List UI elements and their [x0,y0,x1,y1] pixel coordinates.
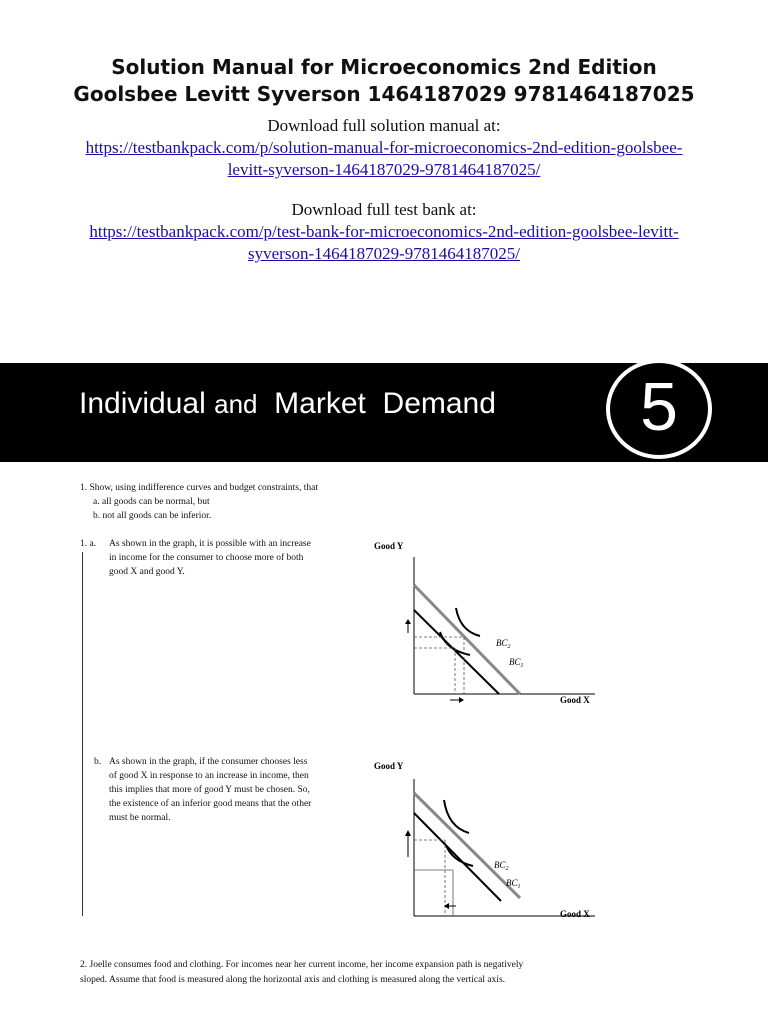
graph-b-y-label: Good Y [374,761,404,771]
question2-line1: 2. Joelle consumes food and clothing. For incomes near her current income, her income expansion path is negatively [80,960,524,970]
answer1a-line2: in income for the consumer to choose more of both [109,553,304,563]
graph-a-bc1-label: $BC_1$ [509,657,524,669]
graph-inferior-good [370,755,610,935]
graph-a-bc1-line [414,610,499,694]
graph-b-bc2-line [414,793,520,898]
graph-b-left-arrowhead [444,903,449,909]
graph-a-bc2-label: $BC_2$ [496,638,511,650]
answer1b-line3: this implies that more of good Y must be chosen. So, [109,785,310,795]
answer1a-text [109,537,359,579]
chapter-number: 5 [640,369,678,445]
question1-item-b: b. not all goods can be inferior. [93,511,212,521]
answer1b-line5: must be normal. [109,813,171,823]
graph-b-bc2-label: $BC_2$ [494,860,509,872]
question2-line2: sloped. Assume that food is measured along the horizontal axis and clothing is measured along the vertical axis. [80,975,506,985]
graph-b-up-arrowhead [405,830,411,836]
answer1b-line1: As shown in the graph, if the consumer chooses less [109,757,308,767]
test-bank-link-line1[interactable]: https://testbankpack.com/p/test-bank-for-microeconomics-2nd-edition-goolsbee-levitt- [89,222,679,241]
answer1b-line4: the existence of an inferior good means that the other [109,799,312,809]
graph-a-y-label: Good Y [374,541,404,551]
graph-normal-goods [370,535,610,715]
chapter-banner [0,363,768,462]
graph-a-right-arrowhead [459,697,464,703]
test-bank-link-line2[interactable]: syverson-1464187029-9781464187025/ [248,244,520,263]
answer1b-number: b. [94,757,102,767]
solution-manual-label: Download full solution manual at: [267,116,501,135]
answer1a-line3: good X and good Y. [109,567,185,577]
document-title-line1: Solution Manual for Microeconomics 2nd Edition [111,55,657,79]
graph-a-up-arrowhead [405,619,411,624]
graph-b-x-label: Good X [560,909,590,919]
answer1a-line1: As shown in the graph, it is possible with an increase [109,539,311,549]
solution-manual-link-line1[interactable]: https://testbankpack.com/p/solution-manual-for-microeconomics-2nd-edition-goolsbee- [85,138,683,157]
graph-a-x-label: Good X [560,695,590,705]
question1-item-a: a. all goods can be normal, but [93,497,210,507]
solution-manual-link-line2[interactable]: levitt-syverson-1464187029-9781464187025/ [227,160,541,179]
answer1b-line2: of good X in response to an increase in income, then [109,771,309,781]
test-bank-label: Download full test bank at: [291,200,477,219]
answer1a-number: 1. a. [80,539,97,549]
question1-prompt: 1. Show, using indifference curves and budget constraints, that [80,483,318,493]
answer-margin-bar [82,552,83,916]
chapter-title: Individual and Market Demand [79,387,496,420]
graph-b-bc1-label: $BC_1$ [506,878,521,890]
document-title-line2: Goolsbee Levitt Syverson 1464187029 9781464187025 [73,82,695,106]
answer1b-text [109,755,359,825]
